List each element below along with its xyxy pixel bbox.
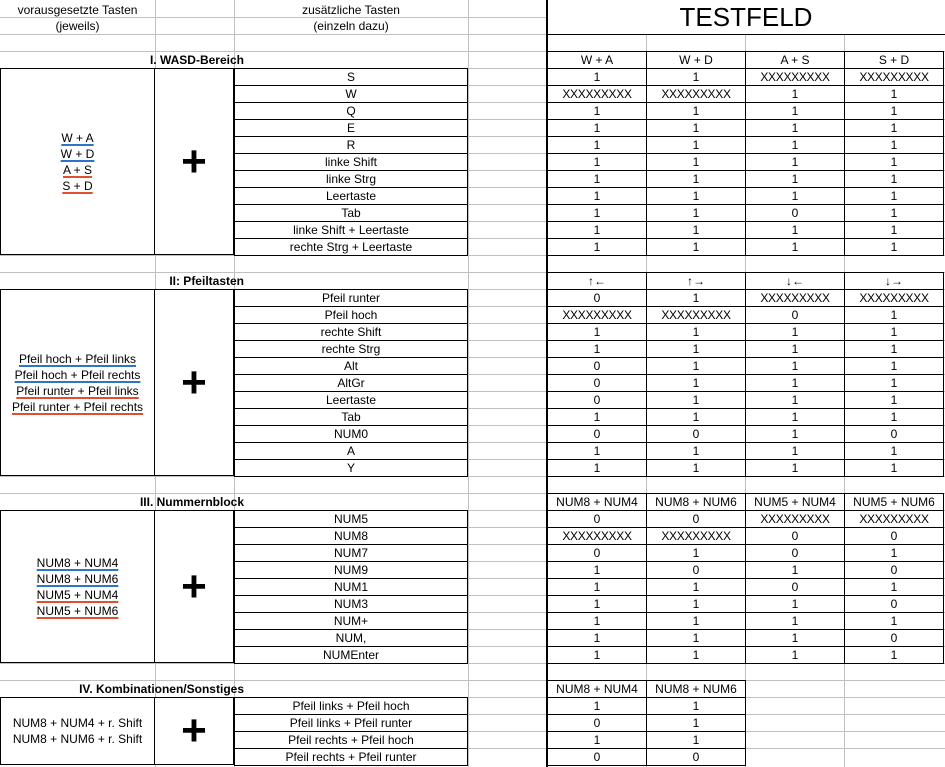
prerequisite-combination: Pfeil runter + Pfeil links — [16, 383, 139, 398]
plus-sign: + — [155, 68, 234, 255]
result-value-cell[interactable]: 1 — [745, 187, 845, 205]
prerequisite-combination: Pfeil hoch + Pfeil links — [18, 351, 137, 366]
prerequisite-combination: S + D — [62, 178, 93, 193]
result-value-cell[interactable]: 1 — [547, 408, 647, 426]
additional-key-label: Pfeil runter — [321, 291, 381, 305]
additional-key-cell[interactable] — [234, 748, 468, 766]
result-value-cell[interactable]: 1 — [745, 629, 845, 647]
additional-key-label: NUM5 — [333, 512, 368, 526]
result-value-cell[interactable]: 0 — [547, 425, 647, 443]
result-value-cell[interactable]: 0 — [547, 510, 647, 528]
additional-key-cell[interactable] — [234, 408, 468, 426]
result-value-cell[interactable]: 1 — [844, 612, 944, 630]
additional-key-cell[interactable] — [234, 612, 468, 630]
result-value-cell[interactable]: 1 — [844, 187, 944, 205]
result-value-cell[interactable]: 1 — [646, 68, 746, 86]
result-value-cell[interactable]: 1 — [844, 238, 944, 256]
additional-key-cell[interactable] — [234, 68, 468, 86]
result-value-cell[interactable]: 1 — [646, 459, 746, 477]
result-value-cell[interactable]: 1 — [844, 221, 944, 239]
additional-key-label: linke Shift — [324, 154, 378, 169]
header-prerequisite-keys — [0, 0, 155, 34]
result-column-header: NUM8 + NUM4 — [547, 493, 647, 511]
result-value-cell[interactable]: 1 — [646, 357, 746, 375]
additional-key-cell[interactable] — [234, 731, 468, 749]
result-value-cell[interactable]: 1 — [844, 136, 944, 154]
result-value-cell[interactable]: 1 — [745, 102, 845, 120]
result-value-cell[interactable]: 0 — [745, 527, 845, 545]
prerequisite-combination: NUM5 + NUM4 — [36, 587, 119, 602]
result-value-cell[interactable]: 0 — [547, 714, 647, 732]
result-value-cell[interactable]: 1 — [646, 204, 746, 222]
result-value-cell[interactable]: 1 — [646, 102, 746, 120]
result-value-cell[interactable]: XXXXXXXXX — [646, 85, 746, 103]
header-line: (jeweils) — [55, 19, 100, 33]
prerequisite-combination: W + D — [60, 146, 95, 161]
result-value-cell[interactable]: 0 — [745, 578, 845, 596]
result-value-cell[interactable]: 1 — [547, 442, 647, 460]
additional-key-label: NUM+ — [333, 613, 369, 628]
result-value-cell[interactable]: 1 — [844, 102, 944, 120]
result-value-cell[interactable]: 1 — [745, 85, 845, 103]
result-column-header: NUM8 + NUM4 — [547, 680, 647, 698]
additional-key-label: rechte Strg — [321, 341, 381, 356]
testfeld-title-bottom — [547, 34, 945, 35]
result-value-cell[interactable]: 1 — [646, 646, 746, 664]
additional-key-cell[interactable] — [234, 442, 468, 460]
result-value-cell[interactable]: 1 — [646, 391, 746, 409]
result-value-cell[interactable]: 0 — [844, 561, 944, 579]
header-line: vorausgesetzte Tasten — [17, 3, 138, 17]
result-value-cell[interactable]: 1 — [547, 612, 647, 630]
additional-key-cell[interactable] — [234, 544, 468, 562]
additional-key-cell[interactable] — [234, 170, 468, 188]
result-value-cell[interactable]: 1 — [844, 646, 944, 664]
header-additional-keys — [234, 0, 468, 34]
additional-key-label: A — [346, 443, 355, 458]
result-value-cell[interactable]: 0 — [646, 748, 746, 766]
result-column-header: ↓→ — [844, 272, 944, 290]
additional-key-label: Leertaste — [325, 188, 377, 203]
result-value-cell[interactable]: 1 — [745, 391, 845, 409]
prerequisite-combination: NUM8 + NUM4 — [36, 555, 119, 570]
result-column-header: NUM8 + NUM6 — [646, 493, 746, 511]
result-value-cell[interactable]: 1 — [745, 408, 845, 426]
result-value-cell[interactable]: 1 — [844, 374, 944, 392]
result-value-cell[interactable]: 1 — [844, 306, 944, 324]
result-value-cell[interactable]: XXXXXXXXX — [844, 68, 944, 86]
additional-key-label: AltGr — [337, 375, 365, 390]
result-value-cell[interactable]: 1 — [547, 119, 647, 137]
header-line: (einzeln dazu) — [313, 19, 389, 33]
result-value-cell[interactable]: 1 — [745, 136, 845, 154]
result-value-cell[interactable]: 1 — [646, 340, 746, 358]
result-value-cell[interactable]: 1 — [745, 561, 845, 579]
additional-key-cell[interactable] — [234, 561, 468, 579]
prerequisite-combination: NUM8 + NUM4 + r. Shift — [12, 716, 143, 730]
grid-col-line — [468, 0, 469, 767]
result-value-cell[interactable]: 1 — [547, 340, 647, 358]
additional-key-cell[interactable] — [234, 646, 468, 664]
additional-key-cell[interactable] — [234, 204, 468, 222]
result-value-cell[interactable]: 1 — [547, 629, 647, 647]
result-value-cell[interactable]: 1 — [646, 731, 746, 749]
result-value-cell[interactable]: XXXXXXXXX — [844, 510, 944, 528]
result-value-cell[interactable]: 0 — [547, 748, 647, 766]
additional-key-label: NUM3 — [333, 596, 368, 611]
result-value-cell[interactable]: 0 — [646, 510, 746, 528]
additional-key-label: NUM7 — [333, 545, 368, 560]
result-column-header: NUM5 + NUM4 — [745, 493, 845, 511]
additional-key-cell[interactable] — [234, 187, 468, 205]
result-column-header: NUM8 + NUM6 — [646, 680, 746, 698]
result-value-cell[interactable]: 1 — [646, 221, 746, 239]
result-value-cell[interactable]: 0 — [844, 629, 944, 647]
prerequisite-combination: Pfeil hoch + Pfeil rechts — [14, 367, 141, 382]
additional-key-cell[interactable] — [234, 136, 468, 154]
testfeld-title: TESTFELD — [547, 0, 945, 34]
additional-key-cell[interactable] — [234, 102, 468, 120]
additional-key-label: Pfeil rechts + Pfeil runter — [285, 749, 417, 764]
additional-key-label: NUM1 — [333, 579, 368, 594]
result-value-cell[interactable]: 1 — [844, 442, 944, 460]
result-value-cell[interactable]: 0 — [745, 544, 845, 562]
result-value-cell[interactable]: 1 — [646, 697, 746, 715]
result-value-cell[interactable]: 0 — [646, 561, 746, 579]
result-value-cell[interactable]: 1 — [646, 714, 746, 732]
result-value-cell[interactable]: 1 — [844, 323, 944, 341]
result-column-header: W + D — [646, 51, 746, 69]
result-value-cell[interactable]: 1 — [547, 561, 647, 579]
section-title: II: Pfeiltasten — [169, 273, 244, 288]
result-value-cell[interactable]: 1 — [844, 170, 944, 188]
result-value-cell[interactable]: 1 — [745, 357, 845, 375]
result-value-cell[interactable]: 1 — [745, 374, 845, 392]
result-column-header: ↑→ — [646, 272, 746, 290]
additional-key-cell[interactable] — [234, 697, 468, 715]
additional-key-label: Y — [346, 460, 355, 475]
additional-key-label: NUM9 — [333, 562, 368, 577]
result-value-cell[interactable]: 1 — [745, 323, 845, 341]
result-value-cell[interactable]: 0 — [547, 289, 647, 307]
result-value-cell[interactable]: XXXXXXXXX — [844, 289, 944, 307]
additional-key-label: R — [346, 137, 356, 152]
result-value-cell[interactable]: 1 — [547, 595, 647, 613]
result-value-cell[interactable]: 1 — [646, 170, 746, 188]
additional-key-cell[interactable] — [234, 578, 468, 596]
result-value-cell[interactable]: 1 — [844, 85, 944, 103]
result-value-cell[interactable]: 1 — [745, 119, 845, 137]
result-value-cell[interactable]: 0 — [745, 204, 845, 222]
result-value-cell[interactable]: 1 — [547, 221, 647, 239]
result-value-cell[interactable]: 1 — [745, 442, 845, 460]
additional-key-cell[interactable] — [234, 510, 468, 528]
result-column-header: ↓← — [745, 272, 845, 290]
result-value-cell[interactable]: 1 — [745, 459, 845, 477]
result-value-cell[interactable]: 1 — [547, 136, 647, 154]
additional-key-cell[interactable] — [234, 459, 468, 477]
result-value-cell[interactable]: 1 — [745, 221, 845, 239]
result-value-cell[interactable]: 1 — [745, 238, 845, 256]
additional-key-label: Pfeil rechts + Pfeil hoch — [288, 732, 414, 747]
additional-key-label: NUM0 — [333, 426, 368, 441]
additional-key-cell[interactable] — [234, 629, 468, 647]
result-value-cell[interactable]: 0 — [547, 357, 647, 375]
result-value-cell[interactable]: 1 — [646, 136, 746, 154]
result-value-cell[interactable]: 1 — [844, 391, 944, 409]
result-value-cell[interactable]: 1 — [844, 153, 944, 171]
result-value-cell[interactable]: XXXXXXXXX — [745, 289, 845, 307]
result-column-header: ↑← — [547, 272, 647, 290]
result-value-cell[interactable]: 1 — [646, 119, 746, 137]
result-value-cell[interactable]: 1 — [745, 170, 845, 188]
prerequisite-list — [0, 510, 155, 663]
result-value-cell[interactable]: 1 — [745, 612, 845, 630]
result-value-cell[interactable]: 1 — [646, 578, 746, 596]
additional-key-cell[interactable] — [234, 238, 468, 256]
result-value-cell[interactable]: 1 — [547, 731, 647, 749]
result-value-cell[interactable]: 1 — [547, 170, 647, 188]
additional-key-cell[interactable] — [234, 85, 468, 103]
additional-key-cell[interactable] — [234, 340, 468, 358]
result-value-cell[interactable]: 1 — [844, 340, 944, 358]
result-value-cell[interactable]: 1 — [547, 578, 647, 596]
result-value-cell[interactable]: XXXXXXXXX — [547, 85, 647, 103]
result-value-cell[interactable]: 1 — [646, 442, 746, 460]
result-value-cell[interactable]: 0 — [844, 595, 944, 613]
additional-key-cell[interactable] — [234, 323, 468, 341]
result-value-cell[interactable]: 0 — [547, 391, 647, 409]
result-value-cell[interactable]: XXXXXXXXX — [547, 306, 647, 324]
additional-key-cell[interactable] — [234, 306, 468, 324]
prerequisite-combination: NUM5 + NUM6 — [36, 603, 119, 618]
additional-key-cell[interactable] — [234, 714, 468, 732]
result-value-cell[interactable]: 1 — [547, 68, 647, 86]
result-value-cell[interactable]: XXXXXXXXX — [745, 510, 845, 528]
result-value-cell[interactable]: 1 — [844, 459, 944, 477]
result-value-cell[interactable]: 1 — [646, 595, 746, 613]
prerequisite-list — [0, 289, 155, 476]
result-value-cell[interactable]: 1 — [547, 697, 647, 715]
additional-key-cell[interactable] — [234, 374, 468, 392]
result-value-cell[interactable]: 1 — [844, 578, 944, 596]
result-value-cell[interactable]: 1 — [844, 204, 944, 222]
result-value-cell[interactable]: 1 — [844, 357, 944, 375]
additional-key-label: Pfeil hoch — [324, 307, 378, 322]
additional-key-cell[interactable] — [234, 595, 468, 613]
result-value-cell[interactable]: 1 — [547, 102, 647, 120]
additional-key-label: rechte Shift — [320, 324, 382, 339]
additional-key-label: S — [346, 70, 355, 84]
prerequisite-combination: NUM8 + NUM6 + r. Shift — [12, 732, 143, 746]
section-title: III. Nummernblock — [139, 494, 244, 509]
result-column-header: NUM5 + NUM6 — [844, 493, 944, 511]
result-value-cell[interactable]: 1 — [844, 119, 944, 137]
result-value-cell[interactable]: 0 — [646, 425, 746, 443]
additional-key-cell[interactable] — [234, 527, 468, 545]
result-value-cell[interactable]: 1 — [745, 340, 845, 358]
prerequisite-list — [0, 68, 155, 255]
result-value-cell[interactable]: 1 — [646, 289, 746, 307]
additional-key-label: NUM, — [335, 630, 367, 645]
additional-key-label: Pfeil links + Pfeil hoch — [292, 699, 410, 713]
result-value-cell[interactable]: 0 — [844, 425, 944, 443]
result-value-cell[interactable]: 1 — [547, 153, 647, 171]
result-column-header: W + A — [547, 51, 647, 69]
additional-key-label: E — [346, 120, 355, 135]
result-value-cell[interactable]: 1 — [547, 238, 647, 256]
result-value-cell[interactable]: 0 — [547, 544, 647, 562]
result-value-cell[interactable]: 1 — [646, 187, 746, 205]
additional-key-label: Pfeil links + Pfeil runter — [289, 715, 413, 730]
result-value-cell[interactable]: 1 — [547, 646, 647, 664]
plus-sign: + — [155, 510, 234, 663]
result-value-cell[interactable]: 1 — [745, 425, 845, 443]
result-value-cell[interactable]: 1 — [646, 612, 746, 630]
result-value-cell[interactable]: 1 — [547, 323, 647, 341]
result-column-header: A + S — [745, 51, 845, 69]
additional-key-label: Q — [346, 103, 356, 118]
section-title: I. WASD-Bereich — [149, 52, 244, 67]
additional-key-label: Alt — [343, 358, 358, 373]
result-value-cell[interactable]: XXXXXXXXX — [745, 68, 845, 86]
result-value-cell[interactable]: 0 — [547, 374, 647, 392]
prerequisite-combination: NUM8 + NUM6 — [36, 571, 119, 586]
additional-key-cell[interactable] — [234, 357, 468, 375]
result-value-cell[interactable]: 1 — [646, 323, 746, 341]
result-value-cell[interactable]: 1 — [646, 408, 746, 426]
result-value-cell[interactable]: 1 — [844, 408, 944, 426]
additional-key-label: NUM8 — [333, 528, 368, 543]
result-value-cell[interactable]: XXXXXXXXX — [547, 527, 647, 545]
testfeld-divider — [546, 0, 548, 767]
result-value-cell[interactable]: 1 — [646, 629, 746, 647]
header-line: zusätzliche Tasten — [302, 3, 400, 17]
result-value-cell[interactable]: 0 — [844, 527, 944, 545]
additional-key-label: Leertaste — [325, 392, 377, 407]
additional-key-label: linke Shift + Leertaste — [293, 222, 409, 237]
result-value-cell[interactable]: 1 — [745, 646, 845, 664]
result-value-cell[interactable]: 1 — [646, 153, 746, 171]
result-value-cell[interactable]: 1 — [646, 544, 746, 562]
result-value-cell[interactable]: 1 — [745, 153, 845, 171]
additional-key-cell[interactable] — [234, 425, 468, 443]
result-value-cell[interactable]: 1 — [547, 204, 647, 222]
result-value-cell[interactable]: 1 — [646, 238, 746, 256]
result-value-cell[interactable]: 1 — [844, 544, 944, 562]
additional-key-label: Tab — [341, 205, 361, 220]
additional-key-label: Tab — [341, 409, 361, 424]
prerequisite-list — [0, 697, 155, 765]
prerequisite-combination: A + S — [62, 162, 93, 177]
additional-key-cell[interactable] — [234, 153, 468, 171]
result-value-cell[interactable]: 1 — [646, 374, 746, 392]
result-value-cell[interactable]: 1 — [547, 459, 647, 477]
result-value-cell[interactable]: 0 — [745, 306, 845, 324]
section-title: IV. Kombinationen/Sonstiges — [79, 681, 244, 696]
additional-key-cell[interactable] — [234, 391, 468, 409]
additional-key-label: rechte Strg + Leertaste — [289, 239, 413, 254]
additional-key-cell[interactable] — [234, 289, 468, 307]
prerequisite-combination: W + A — [61, 130, 94, 145]
additional-key-label: W — [345, 86, 357, 101]
result-column-header: S + D — [844, 51, 944, 69]
result-value-cell[interactable]: 1 — [547, 187, 647, 205]
additional-key-label: NUMEnter — [322, 647, 379, 662]
result-value-cell[interactable]: XXXXXXXXX — [646, 527, 746, 545]
result-value-cell[interactable]: 1 — [745, 595, 845, 613]
additional-key-cell[interactable] — [234, 221, 468, 239]
result-value-cell[interactable]: XXXXXXXXX — [646, 306, 746, 324]
additional-key-label: linke Strg — [325, 171, 377, 186]
plus-sign: + — [155, 697, 234, 765]
additional-key-cell[interactable] — [234, 119, 468, 137]
prerequisite-combination: Pfeil runter + Pfeil rechts — [11, 399, 144, 414]
plus-sign: + — [155, 289, 234, 476]
